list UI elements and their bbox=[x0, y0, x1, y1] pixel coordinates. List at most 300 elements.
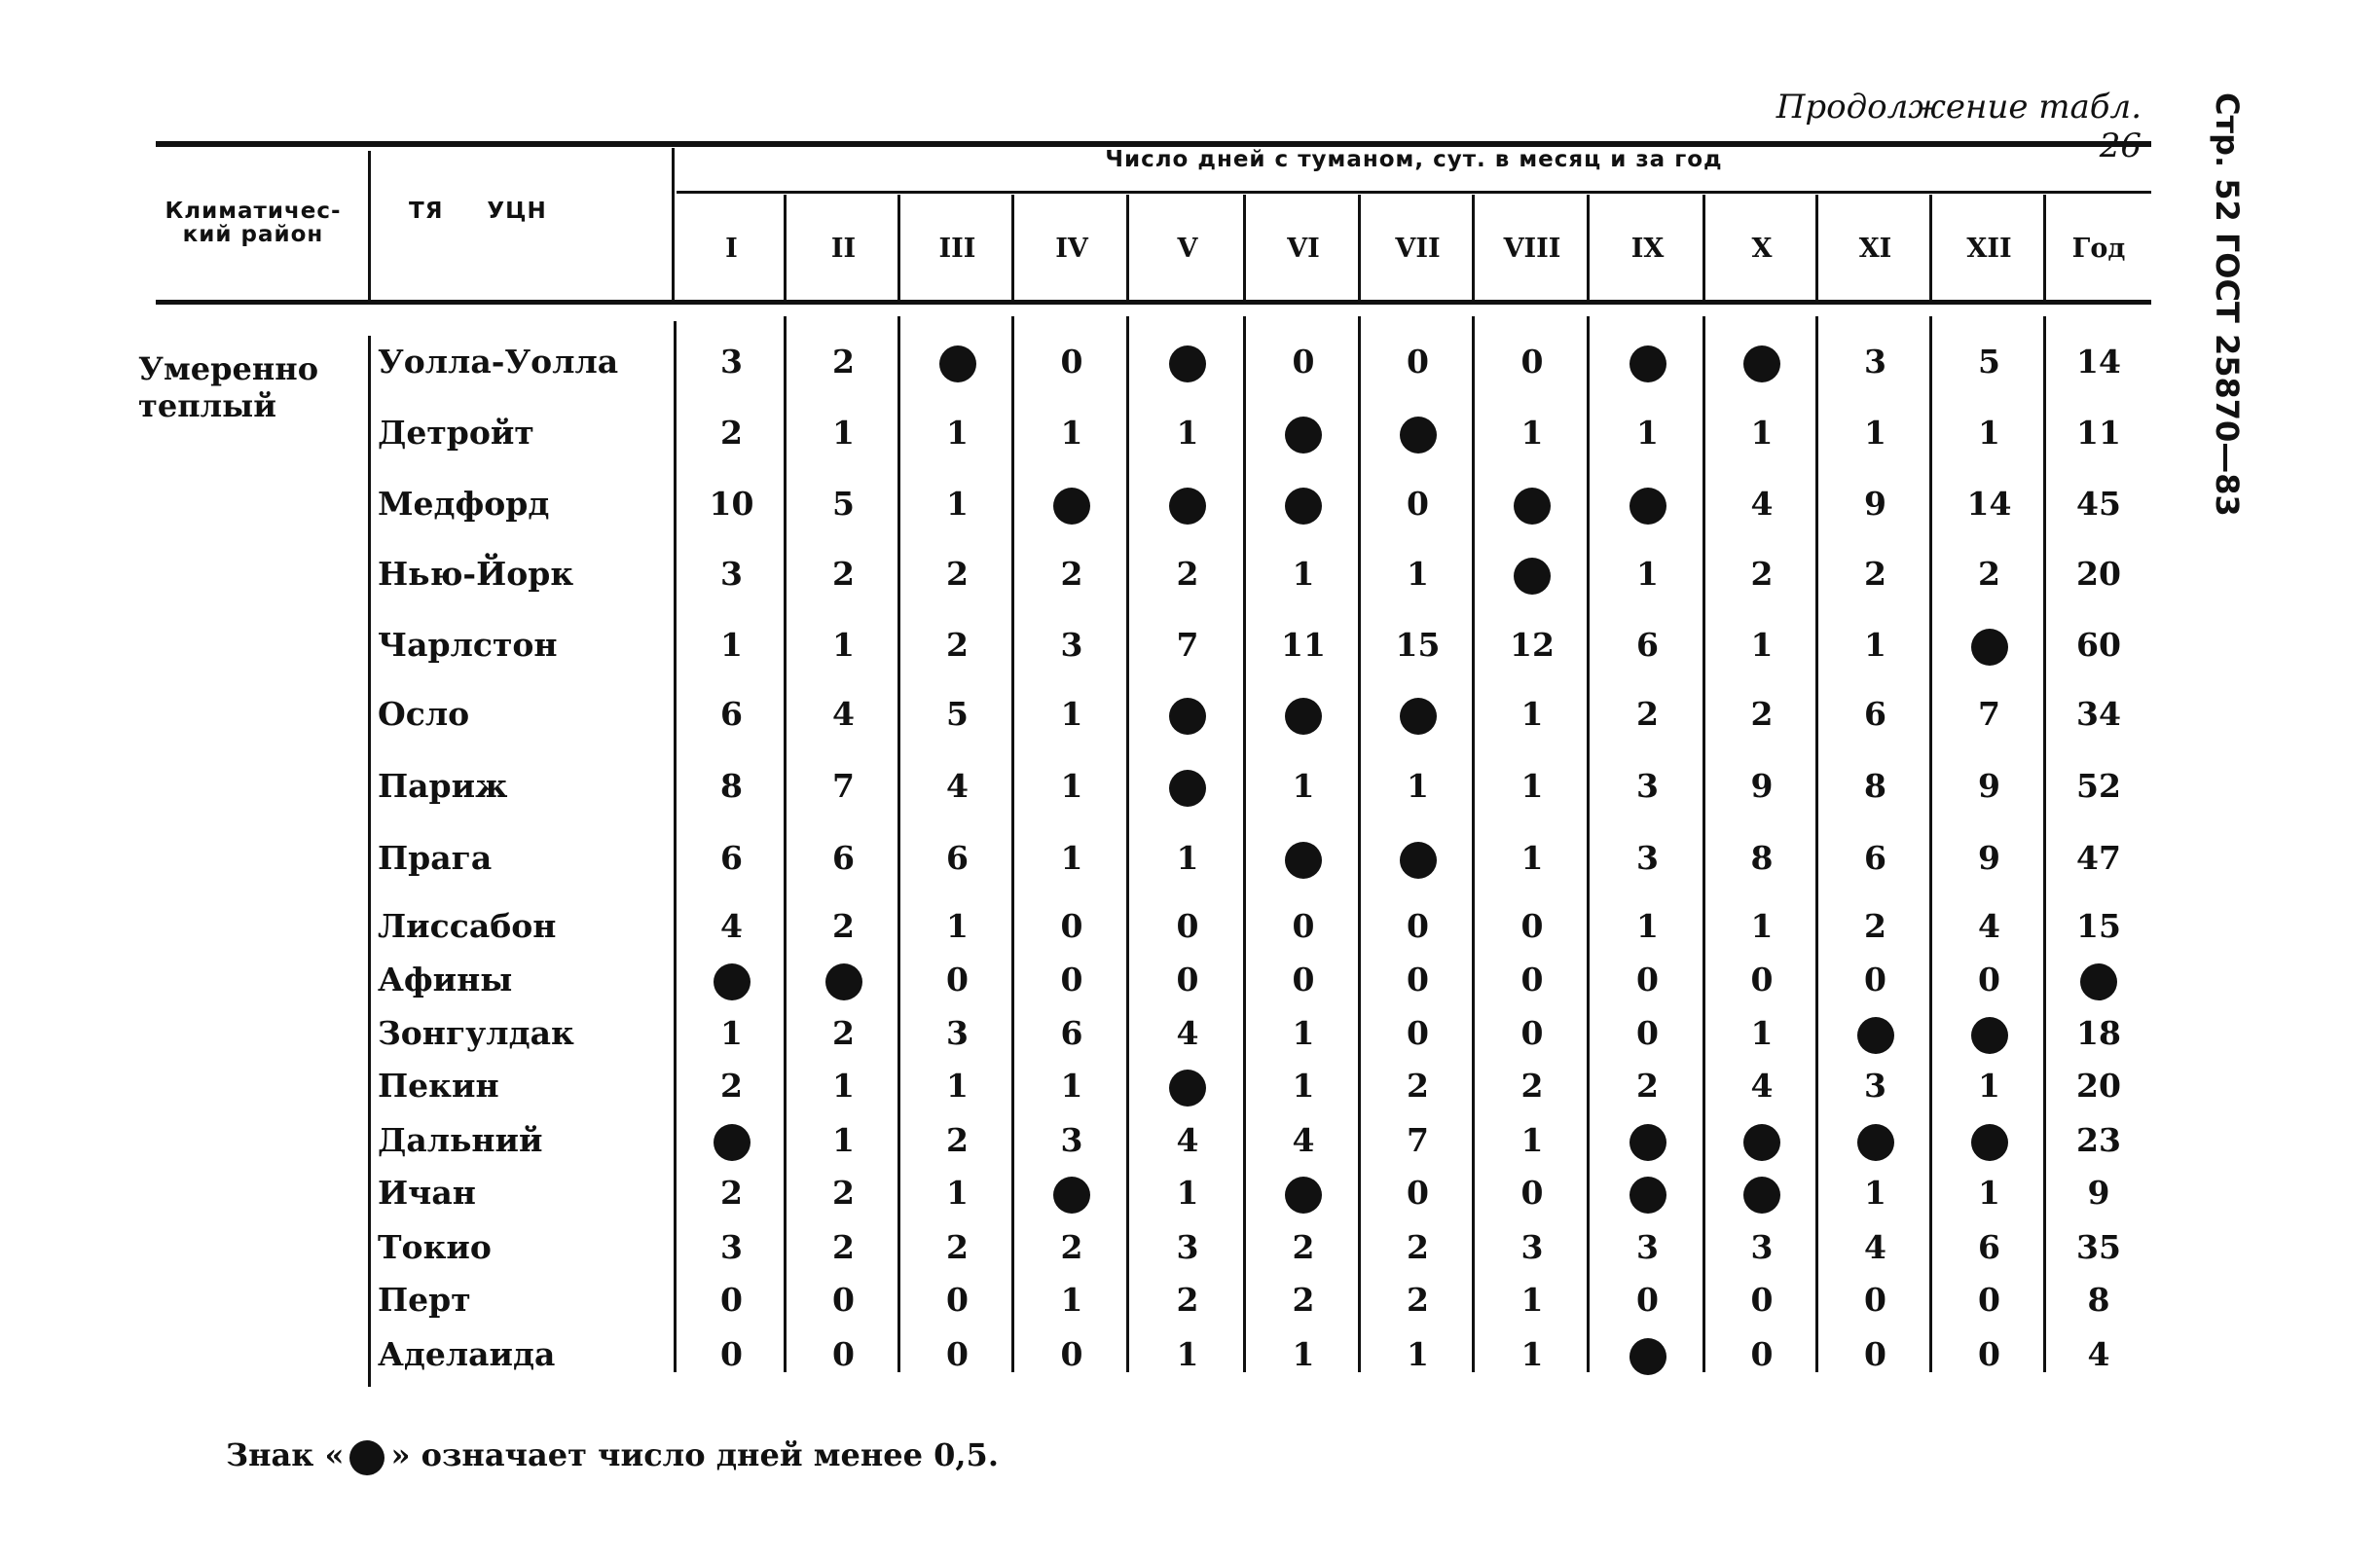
table-cell: 0 bbox=[1060, 961, 1083, 998]
table-cell: 6 bbox=[1864, 695, 1886, 733]
table-cell: 0 bbox=[946, 961, 969, 998]
table-cell: 2 bbox=[946, 626, 969, 664]
table-cell: 4 bbox=[720, 907, 743, 945]
table-cell: 1 bbox=[1636, 555, 1659, 593]
table-cell: 2 bbox=[1750, 555, 1774, 593]
group-header-rule bbox=[677, 191, 2151, 194]
city-name: Токио bbox=[378, 1228, 492, 1266]
table-cell: 0 bbox=[1864, 961, 1886, 998]
divider-city bbox=[368, 336, 371, 1387]
table-cell: 1 bbox=[1978, 1067, 2000, 1105]
less-than-half-dot-icon bbox=[693, 1121, 771, 1161]
city-name: Лиссабон bbox=[378, 907, 557, 945]
less-than-half-dot-icon bbox=[1149, 695, 1227, 735]
table-cell: 35 bbox=[2076, 1228, 2121, 1266]
table-cell: 4 bbox=[1750, 485, 1774, 523]
dot-icon bbox=[1169, 1070, 1206, 1107]
dot-icon bbox=[1629, 488, 1666, 525]
dot-icon bbox=[1514, 558, 1551, 595]
dot-icon bbox=[1743, 1177, 1780, 1214]
less-than-half-dot-icon bbox=[1379, 695, 1457, 735]
dot-icon bbox=[1743, 1124, 1780, 1161]
table-cell: 1 bbox=[1176, 1335, 1199, 1373]
less-than-half-dot-icon bbox=[1149, 485, 1227, 525]
divider-header-col-2 bbox=[897, 195, 900, 302]
table-cell: 1 bbox=[1978, 414, 2000, 452]
table-cell: 0 bbox=[1750, 1281, 1774, 1319]
table-cell: 1 bbox=[1176, 839, 1199, 877]
less-than-half-dot-icon bbox=[1723, 1174, 1801, 1214]
table-cell: 2 bbox=[1176, 555, 1199, 593]
less-than-half-dot-icon bbox=[2060, 961, 2138, 1000]
dot-icon bbox=[1285, 698, 1322, 735]
table-cell: 2 bbox=[1636, 1067, 1659, 1105]
divider-header-col-6 bbox=[1358, 195, 1361, 302]
divider-region-header bbox=[368, 151, 371, 302]
city-name: Зонгулдак bbox=[378, 1014, 574, 1052]
table-cell: 1 bbox=[946, 485, 969, 523]
less-than-half-dot-icon bbox=[1379, 414, 1457, 454]
table-cell: 0 bbox=[1292, 343, 1315, 381]
divider-col-9 bbox=[1703, 316, 1705, 1372]
table-cell: 45 bbox=[2076, 485, 2121, 523]
table-cell: 5 bbox=[1978, 343, 2000, 381]
less-than-half-dot-icon bbox=[1149, 1067, 1227, 1107]
table-cell: 5 bbox=[946, 695, 969, 733]
table-cell: 0 bbox=[1407, 485, 1429, 523]
table-cell: 2 bbox=[1636, 695, 1659, 733]
table-cell: 9 bbox=[1864, 485, 1886, 523]
table-cell: 2 bbox=[1292, 1281, 1315, 1319]
table-cell: 2 bbox=[1864, 555, 1886, 593]
divider-col-6 bbox=[1358, 316, 1361, 1372]
table-cell: 2 bbox=[1864, 907, 1886, 945]
dot-icon bbox=[1169, 488, 1206, 525]
table-cell: 20 bbox=[2076, 1067, 2121, 1105]
table-cell: 9 bbox=[2087, 1174, 2110, 1212]
less-than-half-dot-icon bbox=[1609, 1174, 1687, 1214]
table-cell: 11 bbox=[1281, 626, 1326, 664]
table-cell: 7 bbox=[1176, 626, 1199, 664]
table-cell: 0 bbox=[1060, 343, 1083, 381]
month-header-6: VII bbox=[1395, 234, 1441, 264]
dot-icon bbox=[2080, 963, 2117, 1000]
table-cell: 1 bbox=[1520, 839, 1544, 877]
table-cell: 6 bbox=[720, 839, 743, 877]
table-cell: 1 bbox=[1750, 414, 1774, 452]
table-cell: 2 bbox=[1060, 1228, 1083, 1266]
less-than-half-dot-icon bbox=[1951, 1014, 2029, 1054]
dot-icon bbox=[1285, 1177, 1322, 1214]
month-header-7: VIII bbox=[1503, 234, 1561, 264]
month-header-3: IV bbox=[1055, 234, 1088, 264]
table-cell: 7 bbox=[1407, 1121, 1429, 1159]
table-cell: 0 bbox=[1520, 1014, 1544, 1052]
table-cell: 8 bbox=[1864, 767, 1886, 805]
table-cell: 2 bbox=[946, 1228, 969, 1266]
table-cell: 1 bbox=[1864, 1174, 1886, 1212]
table-cell: 3 bbox=[720, 343, 743, 381]
table-cell: 2 bbox=[1978, 555, 2000, 593]
table-cell: 1 bbox=[720, 626, 743, 664]
table-cell: 0 bbox=[720, 1281, 743, 1319]
table-cell: 4 bbox=[1750, 1067, 1774, 1105]
table-cell: 2 bbox=[832, 1228, 855, 1266]
table-cell: 0 bbox=[1520, 343, 1544, 381]
divider-col-12 bbox=[2043, 316, 2046, 1372]
less-than-half-dot-icon bbox=[1033, 485, 1111, 525]
dot-icon bbox=[1971, 1017, 2008, 1054]
table-cell: 2 bbox=[720, 1174, 743, 1212]
divider-header-col-1 bbox=[784, 195, 787, 302]
table-cell: 1 bbox=[1292, 1067, 1315, 1105]
city-name: Перт bbox=[378, 1281, 471, 1319]
table-cell: 0 bbox=[1978, 961, 2000, 998]
dot-icon bbox=[1400, 698, 1437, 735]
table-cell: 1 bbox=[1864, 414, 1886, 452]
table-cell: 1 bbox=[832, 1121, 855, 1159]
less-than-half-dot-icon bbox=[1609, 1335, 1687, 1375]
table-cell: 8 bbox=[1750, 839, 1774, 877]
dot-icon bbox=[939, 345, 976, 382]
table-cell: 1 bbox=[946, 414, 969, 452]
table-cell: 0 bbox=[1292, 907, 1315, 945]
less-than-half-dot-icon bbox=[1264, 839, 1342, 879]
divider-col-1 bbox=[784, 316, 787, 1372]
table-cell: 4 bbox=[1176, 1014, 1199, 1052]
header-region: Климатичес- кий район bbox=[165, 199, 342, 247]
table-cell: 1 bbox=[1176, 1174, 1199, 1212]
table-cell: 52 bbox=[2076, 767, 2121, 805]
table-cell: 0 bbox=[1636, 961, 1659, 998]
dot-icon bbox=[1285, 842, 1322, 879]
table-cell: 0 bbox=[1520, 961, 1544, 998]
table-cell: 14 bbox=[2076, 343, 2121, 381]
table-cell: 1 bbox=[832, 626, 855, 664]
table-cell: 3 bbox=[1176, 1228, 1199, 1266]
table-cell: 9 bbox=[1978, 839, 2000, 877]
table-cell: 1 bbox=[1520, 1335, 1544, 1373]
table-cell: 0 bbox=[1407, 961, 1429, 998]
table-cell: 8 bbox=[720, 767, 743, 805]
table-cell: 3 bbox=[1864, 343, 1886, 381]
less-than-half-dot-icon bbox=[1379, 839, 1457, 879]
table-cell: 2 bbox=[832, 1174, 855, 1212]
table-cell: 1 bbox=[1176, 414, 1199, 452]
divider-header-col-3 bbox=[1011, 195, 1014, 302]
less-than-half-dot-icon bbox=[1149, 767, 1227, 807]
table-cell: 23 bbox=[2076, 1121, 2121, 1159]
table-cell: 1 bbox=[832, 414, 855, 452]
less-than-half-dot-icon bbox=[1837, 1014, 1915, 1054]
table-cell: 6 bbox=[1864, 839, 1886, 877]
table-cell: 15 bbox=[2076, 907, 2121, 945]
table-cell: 47 bbox=[2076, 839, 2121, 877]
city-name: Детройт bbox=[378, 414, 534, 452]
table-cell: 3 bbox=[720, 555, 743, 593]
table-cell: 1 bbox=[1407, 555, 1429, 593]
city-name: Афины bbox=[378, 961, 513, 998]
table-cell: 7 bbox=[832, 767, 855, 805]
less-than-half-dot-icon bbox=[1033, 1174, 1111, 1214]
less-than-half-dot-icon bbox=[1609, 485, 1687, 525]
table-cell: 3 bbox=[1636, 767, 1659, 805]
month-header-5: VI bbox=[1287, 234, 1320, 264]
table-cell: 0 bbox=[946, 1335, 969, 1373]
table-cell: 1 bbox=[1060, 767, 1083, 805]
city-name: Париж bbox=[378, 767, 508, 805]
table-cell: 0 bbox=[1407, 1174, 1429, 1212]
dot-icon bbox=[1169, 345, 1206, 382]
legend-dot-icon bbox=[349, 1440, 384, 1475]
table-cell: 2 bbox=[720, 1067, 743, 1105]
dot-icon bbox=[1285, 488, 1322, 525]
dot-icon bbox=[1169, 770, 1206, 807]
region-label: Умеренно теплый bbox=[138, 350, 319, 424]
dot-icon bbox=[825, 963, 862, 1000]
table-cell: 3 bbox=[1060, 1121, 1083, 1159]
divider-data-group bbox=[672, 148, 675, 302]
divider-header-col-10 bbox=[1815, 195, 1818, 302]
table-cell: 0 bbox=[1864, 1281, 1886, 1319]
table-cell: 0 bbox=[1636, 1281, 1659, 1319]
table-cell: 2 bbox=[832, 555, 855, 593]
table-cell: 1 bbox=[1636, 414, 1659, 452]
table-cell: 1 bbox=[1520, 414, 1544, 452]
city-name: Осло bbox=[378, 695, 470, 733]
table-cell: 18 bbox=[2076, 1014, 2121, 1052]
table-cell: 1 bbox=[1520, 1121, 1544, 1159]
less-than-half-dot-icon bbox=[1493, 555, 1571, 595]
month-header-12: Год bbox=[2071, 234, 2126, 264]
table-cell: 2 bbox=[1407, 1281, 1429, 1319]
less-than-half-dot-icon bbox=[693, 961, 771, 1000]
table-cell: 0 bbox=[1520, 1174, 1544, 1212]
table-cell: 5 bbox=[832, 485, 855, 523]
table-cell: 1 bbox=[1292, 767, 1315, 805]
month-header-8: IX bbox=[1630, 234, 1665, 264]
table-cell: 0 bbox=[1636, 1014, 1659, 1052]
table-cell: 0 bbox=[1176, 961, 1199, 998]
table-cell: 2 bbox=[1292, 1228, 1315, 1266]
table-cell: 0 bbox=[1750, 961, 1774, 998]
city-name: Медфорд bbox=[378, 485, 550, 523]
dot-icon bbox=[1053, 488, 1090, 525]
table-cell: 2 bbox=[1176, 1281, 1199, 1319]
dot-icon bbox=[1857, 1124, 1894, 1161]
table-cell: 8 bbox=[2087, 1281, 2110, 1319]
less-than-half-dot-icon bbox=[1149, 343, 1227, 382]
table-cell: 1 bbox=[1292, 1335, 1315, 1373]
less-than-half-dot-icon bbox=[1723, 343, 1801, 382]
table-cell: 9 bbox=[1750, 767, 1774, 805]
dot-icon bbox=[1743, 345, 1780, 382]
month-header-2: III bbox=[938, 234, 976, 264]
table-cell: 3 bbox=[720, 1228, 743, 1266]
dot-icon bbox=[1971, 629, 2008, 666]
dot-icon bbox=[714, 963, 751, 1000]
divider-col-3 bbox=[1011, 316, 1014, 1372]
less-than-half-dot-icon bbox=[1837, 1121, 1915, 1161]
table-cell: 0 bbox=[1978, 1335, 2000, 1373]
table-cell: 4 bbox=[832, 695, 855, 733]
table-cell: 1 bbox=[1750, 1014, 1774, 1052]
dot-icon bbox=[1629, 1124, 1666, 1161]
month-header-0: I bbox=[725, 234, 738, 264]
table-cell: 0 bbox=[1407, 343, 1429, 381]
table-cell: 0 bbox=[1864, 1335, 1886, 1373]
table-cell: 1 bbox=[1060, 414, 1083, 452]
table-cell: 3 bbox=[1864, 1067, 1886, 1105]
divider-col-2 bbox=[897, 316, 900, 1372]
divider-col-4 bbox=[1126, 316, 1129, 1372]
table-cell: 2 bbox=[1407, 1067, 1429, 1105]
table-cell: 4 bbox=[2087, 1335, 2110, 1373]
table-cell: 3 bbox=[1636, 1228, 1659, 1266]
side-page-label-text: Стр. 52 ГОСТ 25870—83 bbox=[2209, 92, 2246, 517]
table-cell: 2 bbox=[832, 343, 855, 381]
table-cell: 20 bbox=[2076, 555, 2121, 593]
table-cell: 2 bbox=[1407, 1228, 1429, 1266]
table-cell: 1 bbox=[1750, 907, 1774, 945]
table-cell: 3 bbox=[1750, 1228, 1774, 1266]
table-cell: 1 bbox=[1060, 695, 1083, 733]
table-cell: 1 bbox=[1407, 1335, 1429, 1373]
table-cell: 3 bbox=[1520, 1228, 1544, 1266]
less-than-half-dot-icon bbox=[1951, 626, 2029, 666]
table-cell: 2 bbox=[1060, 555, 1083, 593]
divider-col-0 bbox=[674, 321, 677, 1372]
table-cell: 0 bbox=[1060, 907, 1083, 945]
table-cell: 9 bbox=[1978, 767, 2000, 805]
table-cell: 3 bbox=[1636, 839, 1659, 877]
dot-icon bbox=[1169, 698, 1206, 735]
table-cell: 10 bbox=[709, 485, 754, 523]
table-cell: 0 bbox=[1292, 961, 1315, 998]
legend-note-suffix: » означает число дней менее 0,5. bbox=[390, 1436, 999, 1473]
city-name: Прага bbox=[378, 839, 493, 877]
table-cell: 2 bbox=[720, 414, 743, 452]
city-name: Дальний bbox=[378, 1121, 543, 1159]
header-bottom-rule bbox=[156, 300, 2151, 305]
table-cell: 0 bbox=[1176, 907, 1199, 945]
divider-header-col-12 bbox=[2043, 195, 2046, 302]
legend-note bbox=[226, 1436, 999, 1475]
table-cell: 1 bbox=[832, 1067, 855, 1105]
side-page-label bbox=[2185, 92, 2273, 521]
month-header-10: XI bbox=[1858, 234, 1892, 264]
table-cell: 1 bbox=[1520, 1281, 1544, 1319]
table-cell: 1 bbox=[1060, 839, 1083, 877]
less-than-half-dot-icon bbox=[1264, 414, 1342, 454]
less-than-half-dot-icon bbox=[1264, 485, 1342, 525]
table-cell: 1 bbox=[1060, 1281, 1083, 1319]
city-name: Уолла-Уолла bbox=[378, 343, 619, 381]
table-cell: 1 bbox=[946, 907, 969, 945]
table-cell: 0 bbox=[1407, 1014, 1429, 1052]
month-header-4: V bbox=[1177, 234, 1198, 264]
table-cell: 6 bbox=[1978, 1228, 2000, 1266]
table-cell: 4 bbox=[1176, 1121, 1199, 1159]
less-than-half-dot-icon bbox=[1493, 485, 1571, 525]
table-cell: 3 bbox=[946, 1014, 969, 1052]
table-cell: 1 bbox=[1292, 1014, 1315, 1052]
table-cell: 6 bbox=[720, 695, 743, 733]
table-cell: 2 bbox=[946, 555, 969, 593]
table-cell: 0 bbox=[1407, 907, 1429, 945]
divider-header-col-11 bbox=[1929, 195, 1932, 302]
table-cell: 7 bbox=[1978, 695, 2000, 733]
table-cell: 1 bbox=[720, 1014, 743, 1052]
table-cell: 0 bbox=[1520, 907, 1544, 945]
table-cell: 14 bbox=[1966, 485, 2012, 523]
table-cell: 0 bbox=[1978, 1281, 2000, 1319]
less-than-half-dot-icon bbox=[1264, 1174, 1342, 1214]
dot-icon bbox=[1629, 1338, 1666, 1375]
month-header-1: II bbox=[830, 234, 857, 264]
table-cell: 15 bbox=[1395, 626, 1441, 664]
table-cell: 2 bbox=[946, 1121, 969, 1159]
divider-col-5 bbox=[1243, 316, 1246, 1372]
table-cell: 1 bbox=[1520, 695, 1544, 733]
table-cell: 1 bbox=[946, 1174, 969, 1212]
table-cell: 6 bbox=[946, 839, 969, 877]
divider-col-7 bbox=[1472, 316, 1475, 1372]
divider-header-col-8 bbox=[1587, 195, 1590, 302]
dot-icon bbox=[1285, 417, 1322, 454]
table-cell: 3 bbox=[1060, 626, 1083, 664]
dot-icon bbox=[1400, 417, 1437, 454]
less-than-half-dot-icon bbox=[1951, 1121, 2029, 1161]
dot-icon bbox=[1053, 1177, 1090, 1214]
dot-icon bbox=[1971, 1124, 2008, 1161]
table-cell: 1 bbox=[1060, 1067, 1083, 1105]
less-than-half-dot-icon bbox=[1609, 1121, 1687, 1161]
header-city: ТЯ УЦН bbox=[409, 199, 547, 224]
table-cell: 1 bbox=[1407, 767, 1429, 805]
table-cell: 1 bbox=[1520, 767, 1544, 805]
dot-icon bbox=[1629, 1177, 1666, 1214]
less-than-half-dot-icon bbox=[1264, 695, 1342, 735]
table-cell: 6 bbox=[832, 839, 855, 877]
divider-col-11 bbox=[1929, 316, 1932, 1372]
legend-note-prefix: Знак « bbox=[226, 1436, 345, 1473]
header-group: Число дней с туманом, сут. в месяц и за год bbox=[1105, 147, 1723, 172]
divider-header-col-9 bbox=[1703, 195, 1705, 302]
less-than-half-dot-icon bbox=[1723, 1121, 1801, 1161]
less-than-half-dot-icon bbox=[1609, 343, 1687, 382]
dot-icon bbox=[1514, 488, 1551, 525]
table-cell: 0 bbox=[832, 1281, 855, 1319]
table-cell: 2 bbox=[832, 907, 855, 945]
table-cell: 0 bbox=[1060, 1335, 1083, 1373]
divider-header-col-5 bbox=[1243, 195, 1246, 302]
city-name: Пекин bbox=[378, 1067, 499, 1105]
city-name: Ичан bbox=[378, 1174, 476, 1212]
table-cell: 0 bbox=[1750, 1335, 1774, 1373]
dot-icon bbox=[1629, 345, 1666, 382]
table-cell: 12 bbox=[1510, 626, 1555, 664]
dot-icon bbox=[1400, 842, 1437, 879]
table-cell: 1 bbox=[1292, 555, 1315, 593]
table-cell: 1 bbox=[1978, 1174, 2000, 1212]
month-header-9: X bbox=[1751, 234, 1773, 264]
divider-col-10 bbox=[1815, 316, 1818, 1372]
table-cell: 1 bbox=[1636, 907, 1659, 945]
dot-icon bbox=[714, 1124, 751, 1161]
city-name: Аделаида bbox=[378, 1335, 556, 1373]
divider-header-col-4 bbox=[1126, 195, 1129, 302]
